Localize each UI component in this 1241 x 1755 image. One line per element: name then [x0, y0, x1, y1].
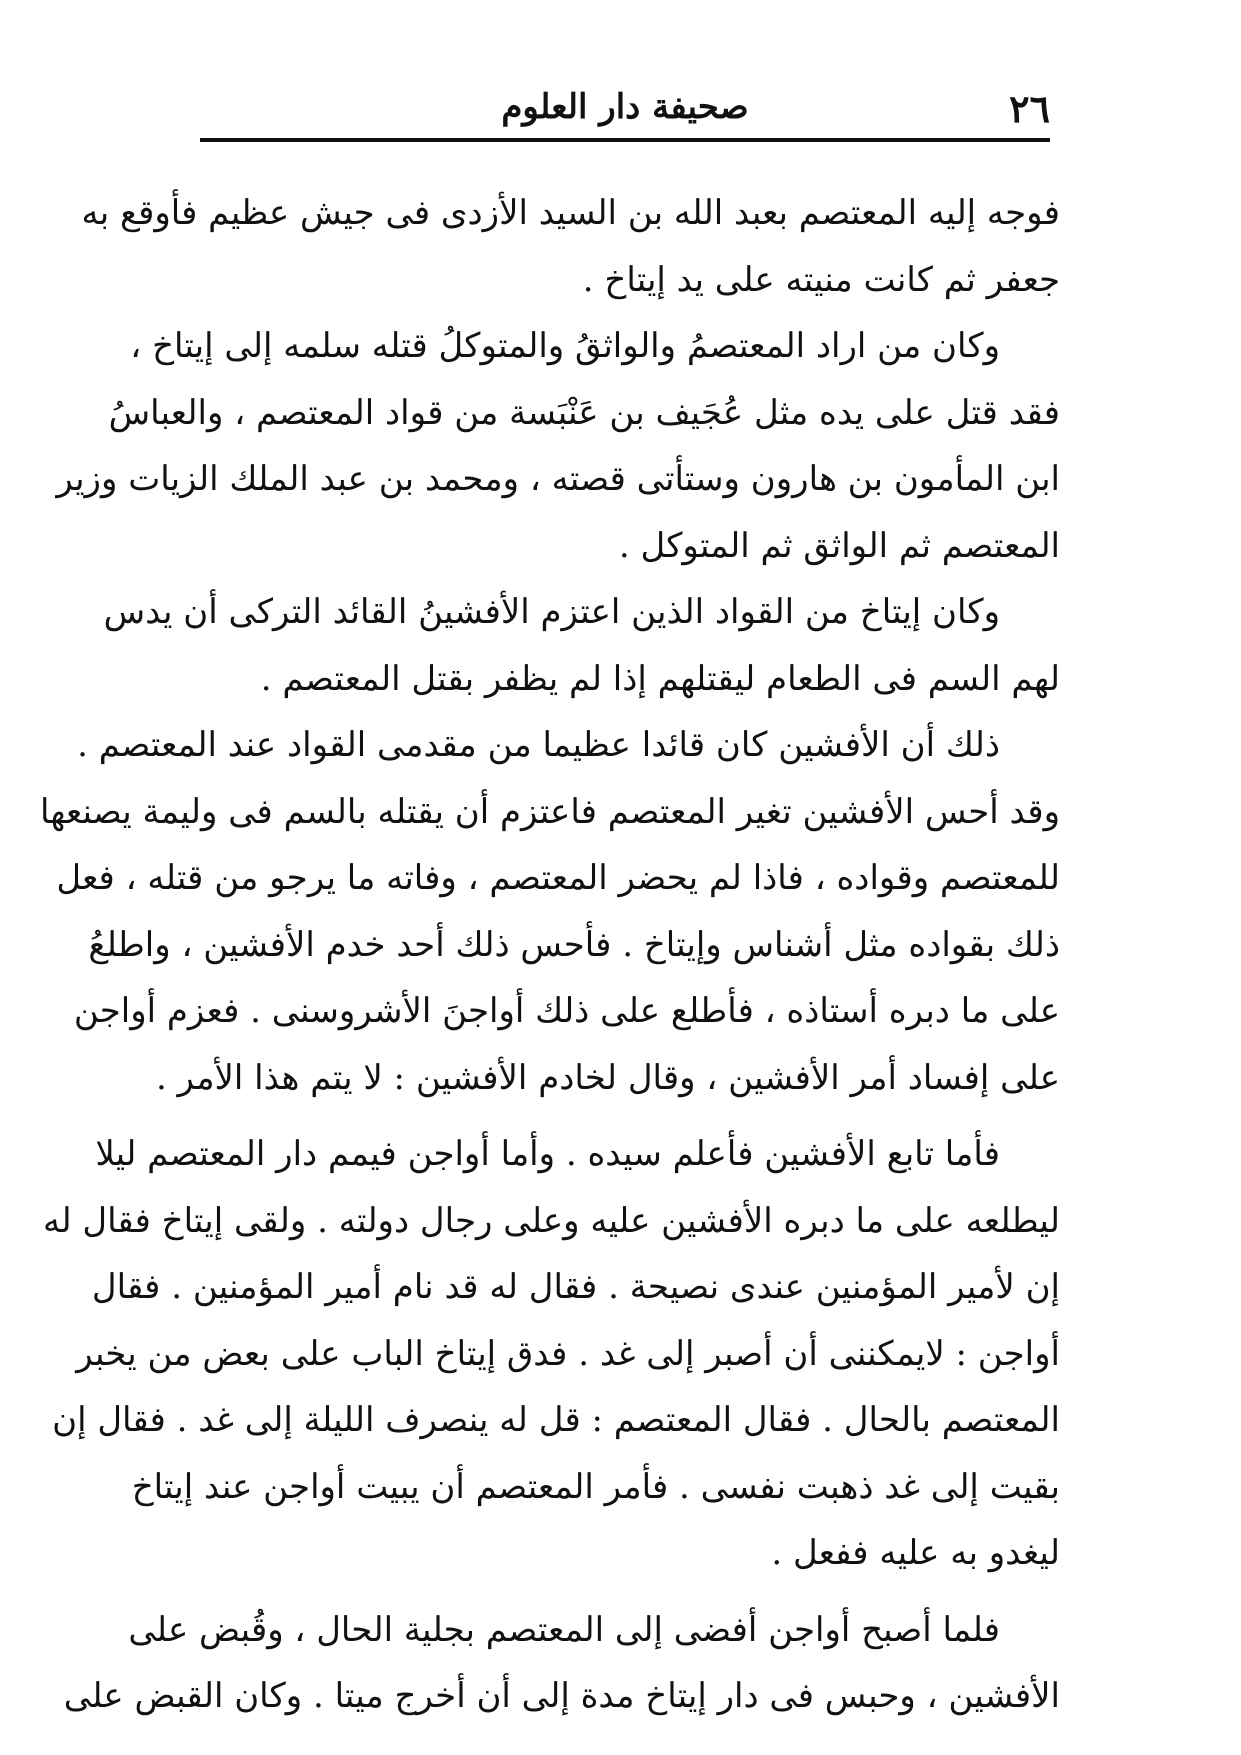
- text-line: جعفر ثم كانت منيته على يد إيتاخ .: [582, 259, 1060, 300]
- text-line: المعتصم ثم الواثق ثم المتوكل .: [618, 525, 1060, 566]
- text-line: على إفساد أمر الأفشين ، وقال لخادم الأفشين : لا يتم هذا الأمر .: [155, 1057, 1060, 1098]
- text-line: فقد قتل على يده مثل عُجَيف بن عَنْبَسة من قواد المعتصم ، والعباسُ: [108, 392, 1060, 433]
- body-text: [40, 180, 1060, 1730]
- text-line: أواجن : لايمكننى أن أصبر إلى غد . فدق إيتاخ الباب على بعض من يخبر: [76, 1333, 1060, 1374]
- text-line: وكان إيتاخ من القواد الذين اعتزم الأفشينُ القائد التركى أن يدس: [103, 592, 1000, 632]
- header-rule: [200, 138, 1050, 142]
- page-number: ٢٦: [1009, 86, 1050, 131]
- text-line: بقيت إلى غد ذهبت نفسى . فأمر المعتصم أن يبيت أواجن عند إيتاخ: [131, 1466, 1060, 1507]
- text-line: ابن المأمون بن هارون وستأتى قصته ، ومحمد بن عبد الملك الزيات وزير: [56, 459, 1060, 499]
- page-header: [200, 82, 1050, 140]
- text-line: وكان من اراد المعتصمُ والواثقُ والمتوكلُ قتله سلمه إلى إيتاخ ،: [130, 326, 1000, 366]
- text-line: إن لأمير المؤمنين عندى نصيحة . فقال له قد نام أمير المؤمنين . فقال: [91, 1267, 1060, 1307]
- text-line: لهم السم فى الطعام ليقتلهم إذا لم يظفر بقتل المعتصم .: [260, 658, 1060, 699]
- text-line: فلما أصبح أواجن أفضى إلى المعتصم بجلية الحال ، وقُبض على: [128, 1609, 1000, 1650]
- text-line: المعتصم بالحال . فقال المعتصم : قل له ينصرف الليلة إلى غد . فقال إن: [52, 1400, 1060, 1440]
- text-line: ليغدو به عليه ففعل .: [771, 1533, 1060, 1573]
- text-line: على ما دبره أستاذه ، فأطلع على ذلك أواجنَ الأشروسنى . فعزم أواجن: [73, 991, 1060, 1031]
- text-line: فوجه إليه المعتصم بعبد الله بن السيد الأزدى فى جيش عظيم فأوقع به: [81, 193, 1060, 233]
- text-line: ذلك بقواده مثل أشناس وإيتاخ . فأحس ذلك أحد خدم الأفشين ، واطلعُ: [88, 924, 1060, 965]
- text-line: للمعتصم وقواده ، فاذا لم يحضر المعتصم ، وفاته ما يرجو من قتله ، فعل: [56, 858, 1060, 898]
- text-line: وقد أحس الأفشين تغير المعتصم فاعتزم أن يقتله بالسم فى وليمة يصنعها: [40, 791, 1060, 832]
- text-line: ليطلعه على ما دبره الأفشين عليه وعلى رجال دولته . ولقى إيتاخ فقال له: [42, 1200, 1060, 1241]
- text-line: ذلك أن الأفشين كان قائدا عظيما من مقدمى القواد عند المعتصم .: [77, 725, 1000, 765]
- running-title: صحيفة دار العلوم: [501, 87, 749, 127]
- text-line: الأفشين ، وحبس فى دار إيتاخ مدة إلى أن أخرج ميتا . وكان القبض على: [63, 1676, 1060, 1716]
- text-line: فأما تابع الأفشين فأعلم سيده . وأما أواجن فيمم دار المعتصم ليلا: [95, 1134, 1000, 1174]
